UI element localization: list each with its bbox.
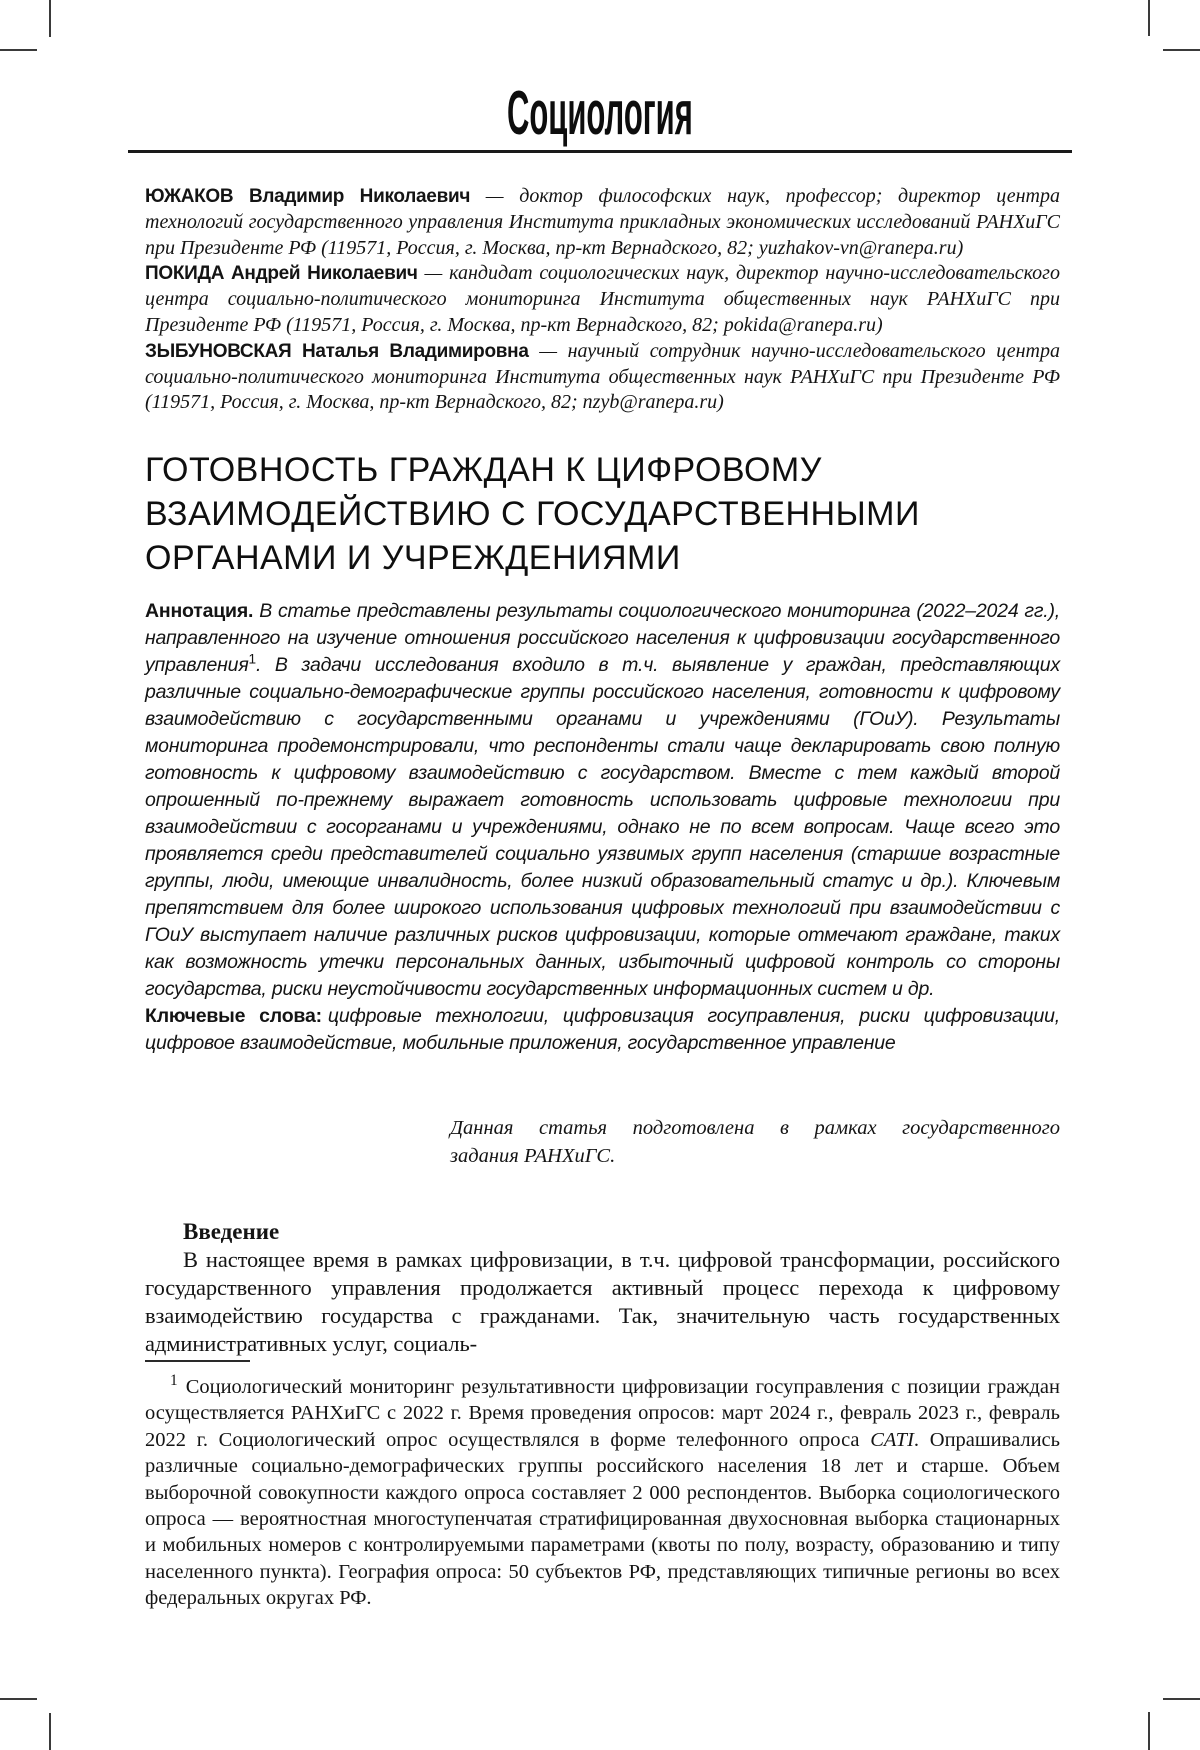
funding-note <box>450 1114 1060 1170</box>
footnote <box>145 1374 1060 1612</box>
crop-mark <box>1148 1712 1150 1750</box>
article-title: ГОТОВНОСТЬ ГРАЖДАН К ЦИФРОВОМУ ВЗАИМОДЕЙСТВИЮ С ГОСУДАРСТВЕННЫМИ ОРГАНАМИ И УЧРЕЖДЕНИЯМИ <box>145 451 920 577</box>
author-affiliation: — кандидат социологических наук, директор научно-исследовательского центра социально-политического мониторинга Института общественных наук РАНХиГС при Президенте РФ (119571, Россия, г. Москва, пр-кт Вернадского, 82; pokida@ranepa.ru) <box>145 262 1060 336</box>
crop-mark <box>1148 0 1150 36</box>
crop-mark <box>0 49 37 51</box>
keywords-paragraph <box>145 1003 1060 1057</box>
funding-note-line: Данная статья подготовлена в рамках государственного <box>450 1117 1060 1139</box>
author-name: ЮЖАКОВ Владимир Николаевич <box>145 186 471 207</box>
keywords-label: Ключевые слова: <box>145 1005 322 1027</box>
abstract-text: . В задачи исследования входило в т.ч. выявление у граждан, представляющих различные социально-демографические группы российского населения, готовности к цифровому взаимодействию с государственными органами и учреждениями (ГОиУ). Результаты мониторинга продемонстрировали, что респонденты стали чаще декларировать свою полную готовность к цифровому взаимодействию с государством. Вместе с тем каждый второй опрошенный по-прежнему выражает готовность использовать цифровые технологии при взаимодействии с госорганами и учреждениями, однако не по всем вопросам. Чаще всего это проявляется среди представителей социально уязвимых групп населения (старшие возрастные группы, люди, имеющие инвалидность, более низкий образовательный статус и др.). Ключевым препятствием для более широкого использования цифровых технологий при взаимодействии с ГОиУ выступает наличие различных рисков цифровизации, которые отмечают граждане, таких как возможность утечки персональных данных, избыточный цифровой контроль со стороны государства, риски неустойчивости государственных информационных систем и др. <box>145 654 1060 1000</box>
header-rule <box>128 150 1072 153</box>
author-entry <box>145 261 1060 338</box>
footnote-text: . Опрашивались различные социально-демографических группы российского населения 18 лет и старше. Объем выборочной совокупности каждого опроса составляет 2 000 респондентов. Выборка социологического опроса — вероятностная многоступенчатая стратифицированная двухосновная выборка стационарных и мобильных номеров с контролируемыми параметрами (квоты по полу, возрасту, образованию и типу населенного пункта). География опроса: 50 субъектов РФ, представляющих типичные регионы во всех федеральных округах РФ. <box>145 1428 1060 1610</box>
author-name: ПОКИДА Андрей Николаевич <box>145 263 418 285</box>
crop-mark <box>1163 1698 1200 1700</box>
crop-mark <box>0 1698 37 1700</box>
crop-mark <box>49 0 51 37</box>
cati-abbreviation: CATI <box>870 1428 914 1451</box>
introduction-heading: Введение <box>183 1219 280 1244</box>
author-affiliation: — доктор философских наук, профессор; директор центра технологий государственного управления Института прикладных экономических исследований РАНХиГС при Президенте РФ (119571, Россия, г. Москва, пр-кт Вернадского, 82; yuzhakov-vn@ranepa.ru) <box>145 185 1060 259</box>
author-entry <box>145 339 1060 416</box>
authors-block <box>145 184 1060 416</box>
abstract-paragraph <box>145 598 1060 1003</box>
footnote-marker: 1 <box>170 1372 178 1390</box>
footnote-text: Социологический мониторинг результативности цифровизации госуправления с позиции граждан осуществляется РАНХиГС с 2022 г. Время проведения опросов: март 2024 г., февраль 2023 г., февраль 2022 г. Социологический опрос осуществлялся в форме телефонного опроса <box>145 1376 1060 1451</box>
footnote-reference: 1 <box>248 651 256 667</box>
abstract-label: Аннотация. <box>145 600 254 622</box>
section-header-text: Социология <box>507 79 693 148</box>
keywords-text: цифровые технологии, цифровизация госуправления, риски цифровизации, цифровое взаимодействие, мобильные приложения, государственное управление <box>145 1005 1060 1054</box>
introduction-paragraph: В настоящее время в рамках цифровизации, в т.ч. цифровой трансформации, российского государственного управления продолжается активный процесс перехода к цифровому взаимодействию государства с гражданами. Так, значительную часть государственных административных услуг, социаль- <box>145 1247 1060 1356</box>
abstract-block <box>145 598 1060 1057</box>
crop-mark <box>1163 49 1200 51</box>
footnote-rule <box>145 1360 250 1362</box>
introduction-section <box>145 1218 1060 1358</box>
funding-note-line: задания РАНХиГС. <box>450 1145 616 1167</box>
author-name: ЗЫБУНОВСКАЯ Наталья Владимировна <box>145 340 529 362</box>
author-entry <box>145 184 1060 261</box>
crop-mark <box>49 1713 51 1750</box>
abstract-text: В статье представлены результаты социологического мониторинга (2022–2024 гг.), направленного на изучение отношения российского населения к цифровизации государственного управления <box>145 600 1060 676</box>
author-affiliation: — научный сотрудник научно-исследовательского центра социально-политического мониторинга Института общественных наук РАНХиГС при Президенте РФ (119571, Россия, г. Москва, пр-кт Вернадского, 82; nzyb@ranepa.ru) <box>145 339 1060 414</box>
section-header <box>0 79 1200 160</box>
